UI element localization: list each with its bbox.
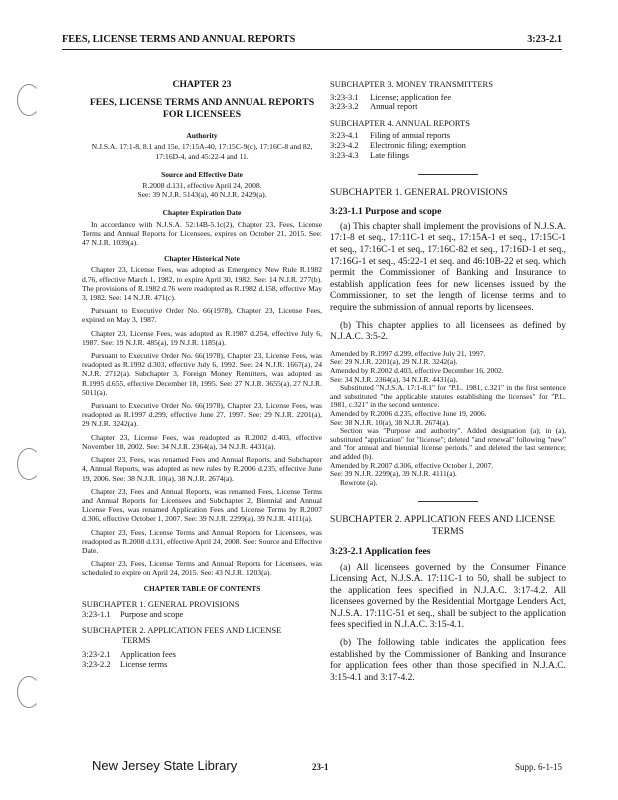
toc-entry-title: Electronic filing; exemption: [370, 139, 466, 150]
toc-entry-title: License; application fee: [370, 91, 452, 102]
toc-entry[interactable]: [330, 102, 566, 112]
section-divider: [418, 501, 478, 502]
history-paragraph: Chapter 23, Fees, License Terms and Annual Reports for Licensees, was readopted as R.2008 d.131, effective April 24, 2008. See: Source and Effective Date.: [82, 527, 322, 555]
toc-subchapter-2: SUBCHAPTER 2. APPLICATION FEES AND LICENSE: [82, 624, 282, 635]
toc-subchapter-1: SUBCHAPTER 1. GENERAL PROVISIONS: [82, 598, 240, 609]
header-title: FEES, LICENSE TERMS AND ANNUAL REPORTS: [62, 34, 296, 45]
binder-hole-bottom: [17, 676, 41, 708]
amendment-line: Amended by R.1997 d.299, effective July 21, 1997.: [330, 348, 486, 358]
amendment-line: See: 29 N.J.R. 2201(a), 29 N.J.R. 3242(a).: [330, 357, 458, 367]
toc-entry-title: License terms: [120, 658, 168, 669]
toc-entry[interactable]: [330, 151, 566, 161]
source-heading: Source and Effective Date: [161, 169, 243, 179]
history-paragraph: Pursuant to Executive Order No. 66(1978), Chapter 23, License Fees, expired on May 3, 1987.: [82, 306, 322, 325]
toc-entry-title: Filing of annual reports: [370, 130, 451, 141]
toc-subchapter-3: SUBCHAPTER 3. MONEY TRANSMITTERS: [330, 79, 493, 89]
toc-entry[interactable]: [82, 609, 322, 619]
history-paragraph: Chapter 23, License Fees, was adopted as R.1987 d.254, effective July 6, 1987. See: 19 N.J.R. 485(a), 19 N.J.R. 1185(a).: [82, 328, 322, 347]
toc-entry-number: 3:23-4.3: [330, 149, 359, 160]
toc-entry-number: 3:23-2.1: [82, 648, 111, 659]
source-line2: See: 39 N.J.R. 5143(a), 40 N.J.R. 2429(a).: [137, 190, 267, 200]
section-2-1-heading: 3:23-2.1 Application fees: [330, 546, 431, 558]
toc-entry-number: 3:23-1.1: [82, 608, 111, 619]
page-footer: [62, 758, 562, 778]
binder-hole-top: [17, 84, 41, 116]
amendment-line: See: 34 N.J.R. 2364(a), 34 N.J.R. 4431(a).: [330, 374, 458, 384]
toc-entry[interactable]: [82, 649, 322, 659]
left-column: [82, 80, 322, 669]
history-paragraph: Pursuant to Executive Order No. 66(1978), Chapter 23, License Fees, was readopted as R.1992 d.303, effective July 6, 1992. See: 24 N.J.R. 1667(a), 24 N.J.R. 2712(a). Subchapter 3, Foreign Money Remitters, was adopted as R.1995 d.655, effective December 18, 1995. See: 27 N.J.R. 3655(a), 27 N.J.R. 5011(a).: [82, 351, 322, 397]
section-1-1-heading: 3:23-1.1 Purpose and scope: [330, 205, 442, 217]
subchapter-1-heading: SUBCHAPTER 1. GENERAL PROVISIONS: [330, 187, 508, 199]
header-section: 3:23-2.1: [527, 34, 562, 45]
history-paragraph: Chapter 23, Fees, License Terms and Annual Reports for Licensees, was scheduled to expire on April 24, 2015. See: 43 N.J.R. 1203(a).: [82, 559, 322, 578]
authority-text: N.J.S.A. 17:1-8, 8.1 and 15e, 17:15A-40, 17:15C-9(c), 17:16C-8 and 82, 17:16D-4, and 45:22-4 and 11.: [91, 142, 313, 161]
amendment-note: Substituted "N.J.S.A. 17:1-8.1" for "P.L. 1981, c.321" in the first sentence and substituted "the applicable statutes establishing the licenses" for "P.L. 1981, c.321" in the second sentence.: [330, 383, 566, 410]
amendment-note: Rewrote (a).: [340, 477, 378, 487]
paragraph-1-1-b: (b) This chapter applies to all licensees as defined by N.J.A.C. 3:5-2.: [330, 320, 566, 343]
toc-subchapter-2-cont: TERMS: [122, 634, 151, 645]
toc-entry-number: 3:23-4.2: [330, 139, 359, 150]
toc-entry[interactable]: [82, 659, 322, 669]
toc-entry-title: Late filings: [370, 149, 409, 160]
toc-entry-title: Purpose and scope: [120, 608, 184, 619]
running-header: [62, 34, 562, 48]
toc-entry-title: Application fees: [120, 648, 176, 659]
history-paragraph: Chapter 23, License Fees, was adopted as Emergency New Rule R.1982 d.76, effective March 1, 1982, to expire April 30, 1982. See: 14 N.J.R. 277(b). The provisions of R.1982 d.76 were readopted as R.1982 d.158, effective May 3, 1982. See: 14 N.J.R. 471(c).: [82, 265, 322, 303]
amendment-note: Section was "Purpose and authority". Added designation (a); in (a), substituted "application" for "license"; deleted "and renewal" following "new" and "for annual and biennial license periods." and deleted the last sentence; and added (b).: [330, 426, 566, 461]
amendment-line: Amended by R.2006 d.235, effective June 19, 2006.: [330, 408, 487, 418]
chapter-toc: [82, 599, 322, 669]
toc-subchapter-4: SUBCHAPTER 4. ANNUAL REPORTS: [330, 117, 470, 128]
amendment-line: Amended by R.2007 d.306, effective October 1, 2007.: [330, 460, 494, 470]
toc-entry-number: 3:23-3.2: [330, 101, 359, 112]
toc-entry-number: 3:23-4.1: [330, 130, 359, 141]
amendment-line: Amended by R.2002 d.403, effective December 16, 2002.: [330, 365, 504, 375]
subchapter-2-heading-cont: TERMS: [432, 525, 464, 537]
chapter-number: CHAPTER 23: [172, 79, 232, 90]
supplement-date: Supp. 6-1-15: [515, 762, 562, 772]
authority-heading: Authority: [186, 131, 218, 141]
chapter-title-line1: FEES, LICENSE TERMS AND ANNUAL REPORTS: [89, 97, 315, 109]
amendment-line: See: 38 N.J.R. 10(a), 38 N.J.R. 2674(a).: [330, 417, 450, 427]
source-line1: R.2008 d.131, effective April 24, 2008.: [142, 181, 262, 191]
toc-entry[interactable]: [330, 141, 566, 151]
history-paragraph: Chapter 23, License Fees, was readopted as R.2002 d.403, effective November 18, 2002. See: 34 N.J.R. 2364(a), 34 N.J.R. 4431(a).: [82, 432, 322, 451]
toc-entry-number: 3:23-2.2: [82, 658, 111, 669]
page-number: 23-1: [312, 762, 329, 772]
library-stamp: New Jersey State Library: [92, 758, 238, 773]
chapter-title-line2: FOR LICENSEES: [162, 109, 242, 121]
amendment-line: See: 39 N.J.R. 2299(a), 39 N.J.R. 4111(a).: [330, 469, 457, 479]
toc-heading: CHAPTER TABLE OF CONTENTS: [143, 583, 261, 593]
history-paragraph: Chapter 23, Fees and Annual Reports, was renamed Fees, License Terms and Annual Reports for Licensees and Subchapter 2, Biennial and Annual License Fees, was renamed Application Fees and License Terms by R.2007 d.306, effective October 1, 2007. See: 39 N.J.R. 2299(a), 39 N.J.R. 4111(a).: [82, 486, 322, 524]
expiration-text: In accordance with N.J.S.A. 52:14B-5.1c(2), Chapter 23, Fees, License Terms and Annual Reports for Licensees, expires on October 21, 2015. See: 47 N.J.R. 1039(a).: [82, 219, 322, 248]
subchapter-2-heading: SUBCHAPTER 2. APPLICATION FEES AND LICENSE: [330, 514, 555, 526]
section-divider: [418, 174, 478, 175]
toc-entry-number: 3:23-3.1: [330, 91, 359, 102]
right-column: [330, 80, 566, 690]
toc-entry[interactable]: [330, 93, 566, 103]
paragraph-2-1-b: (b) The following table indicates the application fees established by the Commissioner of Banking and Insurance for application fees other than those specified in N.J.A.C. 3:15-4.1 and 3:17-4.2.: [330, 638, 566, 683]
history-paragraph: Chapter 23, Fees, was renamed Fees and Annual Reports, and Subchapter 4, Annual Reports, was adopted as new rules by R.2006 d.235, effective June 19, 2006. See: 38 N.J.R. 10(a), 38 N.J.R. 2674(a).: [82, 455, 322, 483]
paragraph-1-1-a: (a) This chapter shall implement the provisions of N.J.S.A. 17:1-8 et seq., 17:11C-1 et seq., 17:15A-1 et seq., 17:15C-1 et seq., 17:16C-1 et seq., 17:16C-82 et seq., 17:16D-1 et seq., 17:16G-1 et seq., 45:22-1 et seq. and 46:10B-22 et seq. which permit the Commissioner of Banking and Insurance to establish application fees for new licenses issued by the Commissioner, to set the length of license terms and to require the submission of annual reports by licensees.: [330, 221, 566, 314]
history-paragraph: Pursuant to Executive Order No. 66(1978), Chapter 23, License Fees, was readopted as R.1997 d.299, effective June 27, 1997. See: 29 N.J.R. 2201(a), 29 N.J.R. 3242(a).: [82, 401, 322, 429]
toc-entry-title: Annual report: [370, 101, 418, 112]
chapter-toc-continued: [330, 80, 566, 160]
header-rule: [62, 49, 562, 50]
expiration-heading: Chapter Expiration Date: [162, 208, 242, 218]
paragraph-2-1-a: (a) All licensees governed by the Consumer Finance Licensing Act, N.J.S.A. 17:11C-1 to 50, shall be subject to the application fees specified in N.J.A.C. 3:17-4.2. All licensees governed by the Residential Mortgage Lenders Act, N.J.S.A. 17:11C-51 et seq., shall be subject to the application fees specified in N.J.A.C. 3:15-4.1.: [330, 562, 566, 631]
amendment-history: [330, 350, 566, 488]
binder-hole-middle: [17, 448, 41, 480]
history-heading: Chapter Historical Note: [164, 254, 240, 264]
